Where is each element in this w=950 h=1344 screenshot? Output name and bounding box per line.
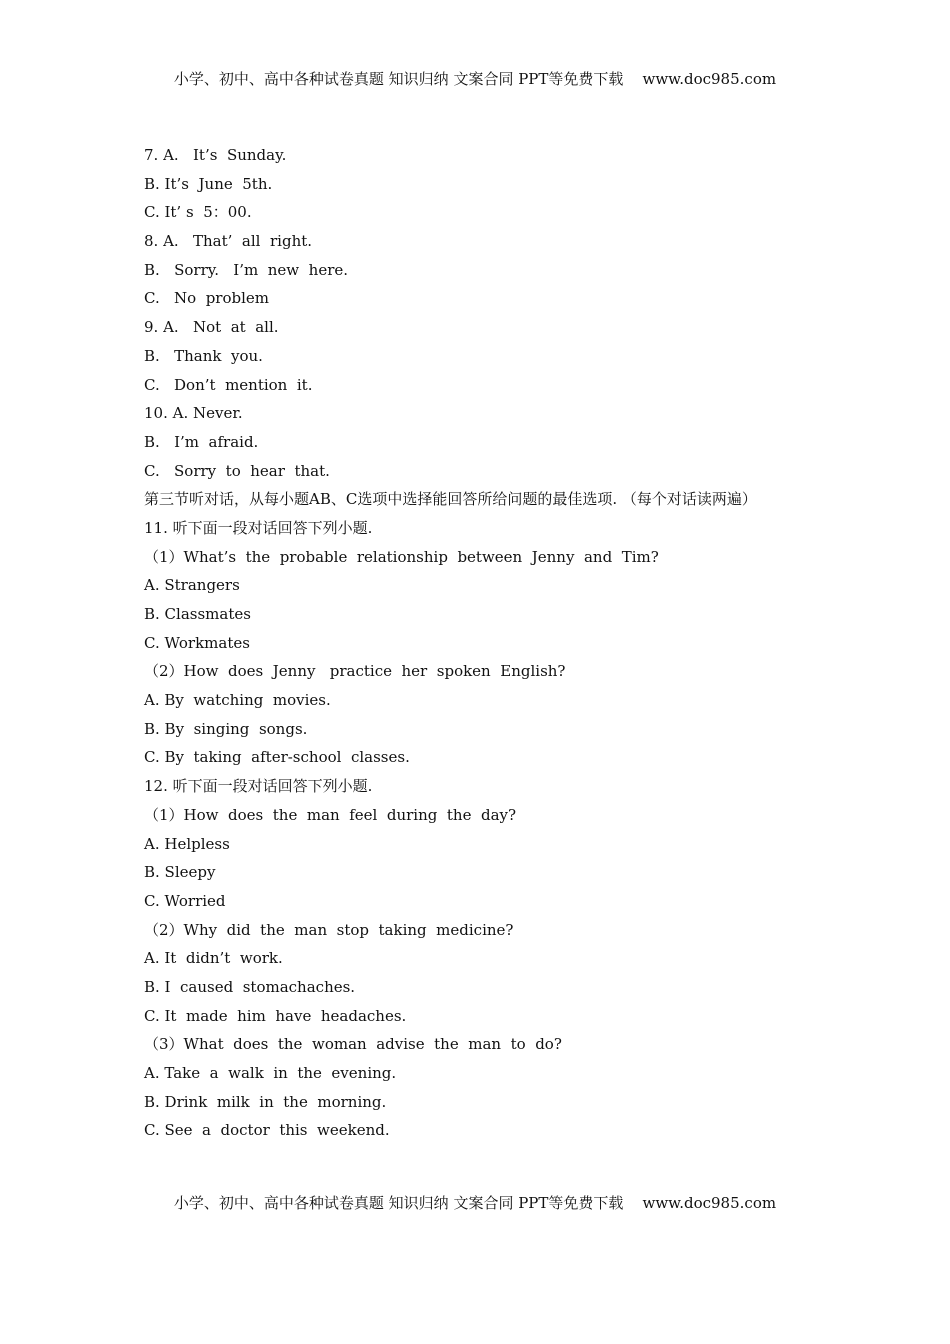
answer-line: C. See a doctor this weekend. [144,1121,390,1140]
question-line: （1）How does the man feel during the day? [144,805,517,824]
answer-line: 9. A. Not at all. [144,318,279,337]
answer-line: C. Worried [144,891,226,910]
answer-line: A. Strangers [144,576,240,595]
page-footer: 小学、初中、高中各种试卷真题 知识归纳 文案合同 PPT等免费下载 www.doc985.com [173,1194,777,1212]
answer-line: C. It’ s 5：00. [144,203,252,222]
question-line: （1）What’s the probable relationship between Jenny and Tim? [144,547,659,566]
answer-line: B. It’s June 5th. [144,174,273,193]
answer-line: C. It made him have headaches. [144,1006,407,1025]
document-body [144,141,804,1145]
question-line: （2）How does Jenny practice her spoken English? [144,662,566,681]
question-line: （2）Why did the man stop taking medicine? [144,920,514,939]
answer-line: B. I caused stomachaches. [144,977,356,996]
answer-line: C. Don’t mention it. [144,375,313,394]
answer-line: A. Helpless [144,834,230,853]
answer-line: C. No problem [144,289,270,308]
section-instruction: 第三节听对话，从每小题AB、C选项中选择能回答所给问题的最佳选项. （每个对话读两遍） [144,490,757,509]
answer-line: 10. A. Never. [144,404,243,423]
question-line: （3）What does the woman advise the man to do? [144,1035,562,1054]
answer-line: A. Take a walk in the evening. [144,1064,397,1083]
answer-line: B. By singing songs. [144,719,308,738]
answer-line: C. Sorry to hear that. [144,461,330,480]
answer-line: B. Sorry. I’m new here. [144,260,349,279]
question-line: 12. 听下面一段对话回答下列小题. [144,777,373,796]
answer-line: 8. A. That’ all right. [144,232,313,251]
answer-line: B. Drink milk in the morning. [144,1092,387,1111]
answer-line: B. Classmates [144,605,251,624]
question-line: 11. 听下面一段对话回答下列小题. [144,518,373,537]
answer-line: C. By taking after-school classes. [144,748,410,767]
answer-line: 7. A. It’s Sunday. [144,146,287,164]
answer-line: A. By watching movies. [144,691,331,710]
answer-line: B. I’m afraid. [144,432,259,451]
page-header: 小学、初中、高中各种试卷真题 知识归纳 文案合同 PPT等免费下载 www.doc985.com [173,70,777,88]
answer-line: B. Thank you. [144,346,263,365]
answer-line: A. It didn’t work. [144,949,283,968]
answer-line: B. Sleepy [144,863,216,882]
answer-line: C. Workmates [144,633,250,652]
